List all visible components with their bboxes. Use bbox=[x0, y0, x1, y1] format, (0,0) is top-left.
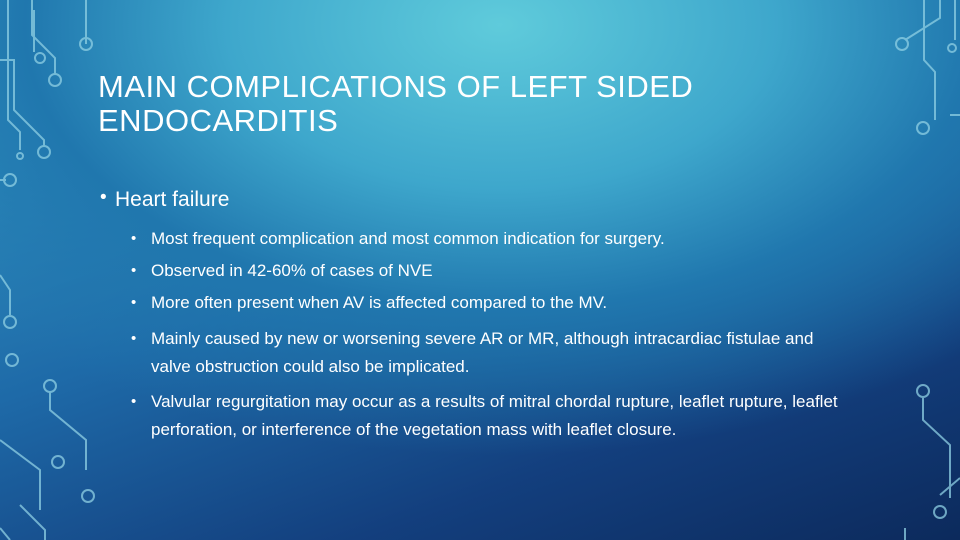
sub-bullet bbox=[131, 388, 841, 444]
sub-bullet-text: Valvular regurgitation may occur as a results of mitral chordal rupture, leaflet rupture, leaflet perforation, or interference of the vegetation mass with leaflet closure. bbox=[151, 392, 838, 439]
bullet-marker: • bbox=[131, 262, 137, 279]
bullet-marker: • bbox=[131, 393, 137, 410]
bullet-marker: • bbox=[131, 230, 137, 247]
slide-title: MAIN COMPLICATIONS OF LEFT SIDED ENDOCARDITIS bbox=[98, 69, 694, 138]
sub-bullet bbox=[131, 225, 841, 253]
main-bullet-text: Heart failure bbox=[115, 188, 230, 211]
sub-bullet-text: More often present when AV is affected compared to the MV. bbox=[151, 293, 608, 312]
sub-bullet bbox=[131, 289, 841, 317]
sub-bullet-text: Most frequent complication and most common indication for surgery. bbox=[151, 229, 665, 248]
sub-bullet bbox=[131, 257, 841, 285]
sub-bullet-text: Observed in 42-60% of cases of NVE bbox=[151, 261, 433, 280]
bullet-marker: • bbox=[131, 294, 137, 311]
sub-bullet bbox=[131, 325, 841, 381]
bullet-marker: • bbox=[100, 187, 107, 208]
sub-bullet-text: Mainly caused by new or worsening severe AR or MR, although intracardiac fistulae and valve obstruction could also be implicated. bbox=[151, 329, 814, 376]
bullet-marker: • bbox=[131, 330, 137, 347]
